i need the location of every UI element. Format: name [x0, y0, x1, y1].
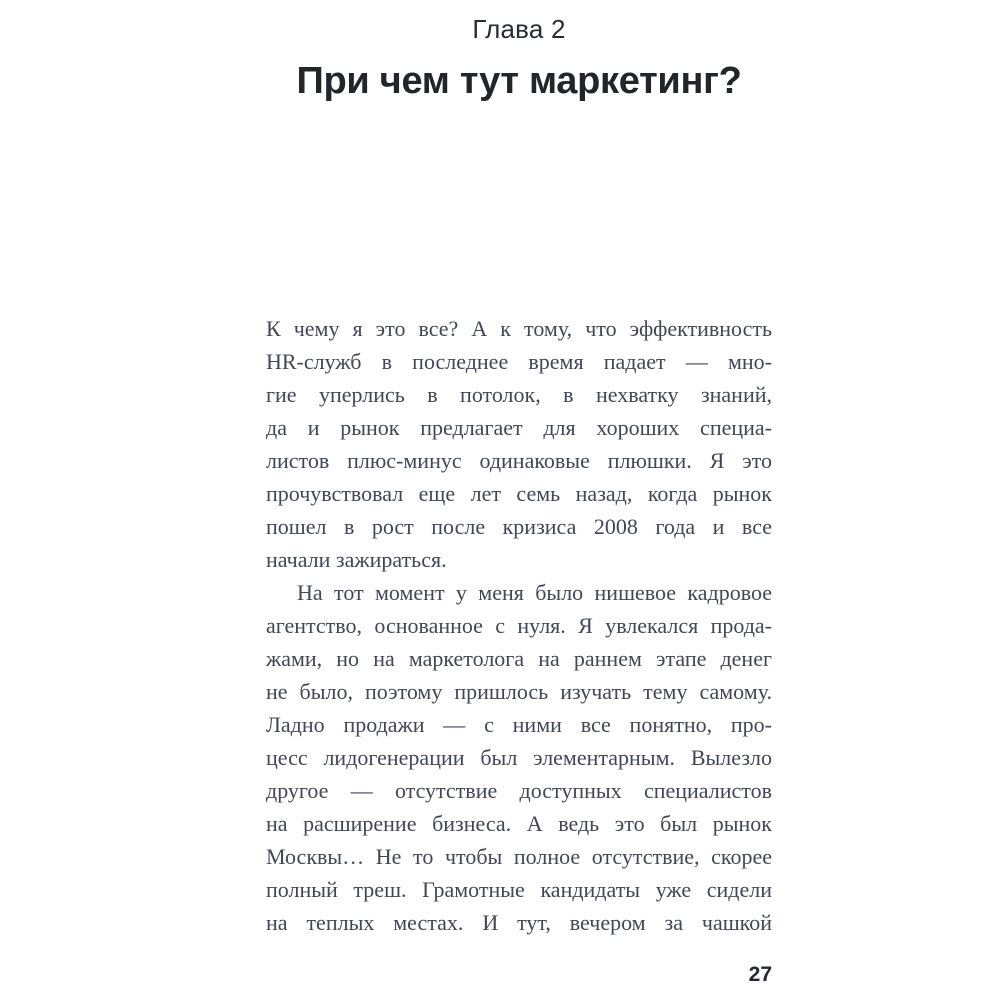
text-line: да и рынок предлагает для хороших специа- — [266, 415, 772, 440]
text-line: не было, поэтому пришлось изучать тему самому. — [266, 679, 772, 704]
page-number: 27 — [748, 963, 772, 986]
chapter-title: При чем тут маркетинг? — [296, 60, 742, 102]
body-text — [266, 312, 772, 939]
text-line: на теплых местах. И тут, вечером за чашкой — [266, 910, 772, 935]
text-line: На тот момент у меня было нишевое кадровое — [297, 580, 772, 605]
text-line: на расширение бизнеса. А ведь это был рынок — [266, 811, 772, 836]
text-line: другое — отсутствие доступных специалистов — [266, 778, 772, 803]
text-line: пошел в рост после кризиса 2008 года и все — [266, 514, 772, 539]
text-line: гие уперлись в потолок, в нехватку знаний, — [266, 382, 772, 407]
text-line: К чему я это все? А к тому, что эффективность — [266, 316, 772, 341]
text-line: жами, но на маркетолога на раннем этапе денег — [266, 646, 772, 671]
text-line: полный треш. Грамотные кандидаты уже сидели — [266, 877, 772, 902]
text-line: начали зажираться. — [266, 547, 447, 572]
chapter-label: Глава 2 — [472, 14, 566, 44]
text-line: прочувствовал еще лет семь назад, когда рынок — [266, 481, 772, 506]
text-line: Москвы… Не то чтобы полное отсутствие, скорее — [266, 844, 772, 869]
text-line: Ладно продажи — с ними все понятно, про- — [266, 712, 772, 737]
text-line: HR-служб в последнее время падает — мно- — [266, 349, 772, 374]
text-line: листов плюс-минус одинаковые плюшки. Я это — [266, 448, 772, 473]
text-line: агентство, основанное с нуля. Я увлекался прода- — [266, 613, 772, 638]
text-line: цесс лидогенерации был элементарным. Вылезло — [266, 745, 772, 770]
